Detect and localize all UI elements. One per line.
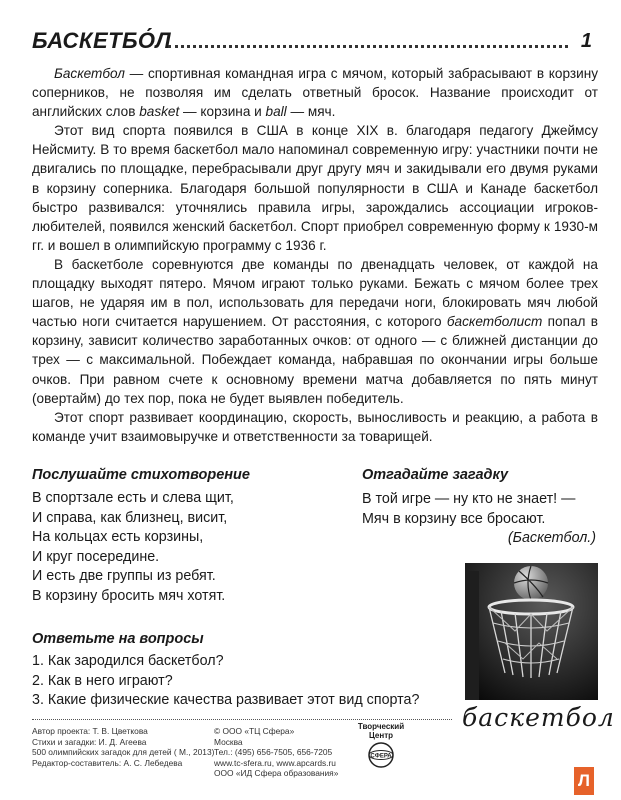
logo-line: Центр <box>368 731 394 740</box>
logo-inner-text: СФЕРА <box>370 753 392 760</box>
question-item: 2. Как в него играют? <box>32 672 173 689</box>
poem-line: И есть две группы из ребят. <box>32 568 216 584</box>
credit-line: Тел.: (495) 656-7505, 656-7205 <box>214 747 333 758</box>
credit-line: Москва <box>214 736 243 747</box>
term-basketball-player: баскетболист <box>446 314 543 330</box>
riddle-heading: Отгадайте загадку <box>362 467 509 483</box>
poem-line: В спортзале есть и слева щит, <box>32 490 234 506</box>
paragraph-rules: В баскетболе соревнуются две команды по двенадцать человек, от каждой на площадку выходят пятеро. Мячом играют только руками. Бежать с мячом более трех шагов, не ударяя им в пол, использовать для передачи ноги, блокировать мяч любой частью ноги считается нарушением. От расстояния, с которого баскетболист попал в корзину, зависит количество заработанных очков: от одного — с ближней дистанции до трех — с максимальной. Побеждает команда, набравшая по окончании игры больше очков. При равном счете к основному времени матча добавляется по пять минут (овертайм) до тех пор, пока не будет выявлен победитель. <box>32 256 598 406</box>
poem <box>32 489 234 606</box>
title-dot-leader <box>168 45 568 48</box>
credit-line: Редактор-составитель: А. С. Лебедева <box>32 757 183 768</box>
cursive-word: баскетбол <box>462 703 615 732</box>
questions-list <box>32 652 419 711</box>
footer-divider <box>32 719 452 720</box>
basketball-hoop-photo <box>465 563 598 700</box>
credits-left <box>32 726 214 768</box>
corner-badge: Л <box>574 767 594 795</box>
credit-line: Автор проекта: Т. В. Цветкова <box>32 726 148 736</box>
credits-right <box>214 726 338 779</box>
poem-heading: Послушайте стихотворение <box>32 467 250 483</box>
poem-line: В корзину бросить мяч хотят. <box>32 587 226 604</box>
riddle-answer: (Баскетбол.) <box>507 530 596 546</box>
question-item: 1. Как зародился баскетбол? <box>32 653 224 669</box>
paragraph-history: Этот вид спорта появился в США в конце XIX в. благодаря педагогу Джеймсу Нейсмиту. В то время баскетбол мало напоминал современную игру: участники почти не двигались по площадке, перебрасывали друг другу мяч и закидывали его двумя руками в корзину соперника. Благодаря большой популярности в США и Канаде баскетбол быстро развивался: уточнялись правила игры, зарождались ассоциации игроков-любителей, появился женский баскетбол. Спорт приобрел современную форму к 1930-м гг. и вошел в олимпийскую программу с 1936 г. <box>32 123 598 253</box>
poem-line: На кольцах есть корзины, <box>32 529 204 545</box>
poem-line: И круг посередине. <box>32 548 160 565</box>
credit-line: 500 олимпийских загадок для детей ( М., 2013) <box>32 747 215 758</box>
publisher-logo <box>356 722 406 770</box>
riddle-line: В той игре — ну кто не знает! — <box>362 491 576 507</box>
credit-line: ООО «ИД Сфера образования» <box>214 768 339 779</box>
word-ball: ball <box>265 104 287 120</box>
riddle <box>362 490 602 549</box>
basketball-hoop-icon <box>465 563 598 700</box>
sphere-icon <box>356 740 406 770</box>
credit-line: © ООО «ТЦ Сфера» <box>214 726 295 736</box>
page-header <box>32 28 598 54</box>
poem-line: И справа, как близнец, висит, <box>32 509 228 526</box>
page-title: БАСКЕТБО́Л <box>32 28 172 53</box>
page-number: 1 <box>580 30 592 52</box>
paragraph-benefits: Этот спорт развивает координацию, скорость, выносливость и реакцию, а работа в команде учит взаимовыручке и ответственности за товарищей. <box>32 409 598 444</box>
credit-line: www.tc-sfera.ru, www.apcards.ru <box>214 757 336 768</box>
article-text <box>32 64 598 446</box>
logo-line: Творческий <box>357 722 405 731</box>
question-item: 3. Какие физические качества развивает этот вид спорта? <box>32 692 420 708</box>
paragraph-definition: Баскетбол — спортивная командная игра с мячом, который забрасывают в корзину соперников, не позволяя им сделать ответный бросок. Название происходит от английских слов basket — корзина и ball — мяч. <box>32 66 598 120</box>
term-basketball: Баскетбол <box>54 66 125 81</box>
word-basket: basket <box>139 104 180 120</box>
credit-line: Стихи и загадки: И. Д. Агеева <box>32 736 147 747</box>
questions-heading: Ответьте на вопросы <box>32 631 204 647</box>
riddle-line: Мяч в корзину все бросают. <box>362 510 546 527</box>
